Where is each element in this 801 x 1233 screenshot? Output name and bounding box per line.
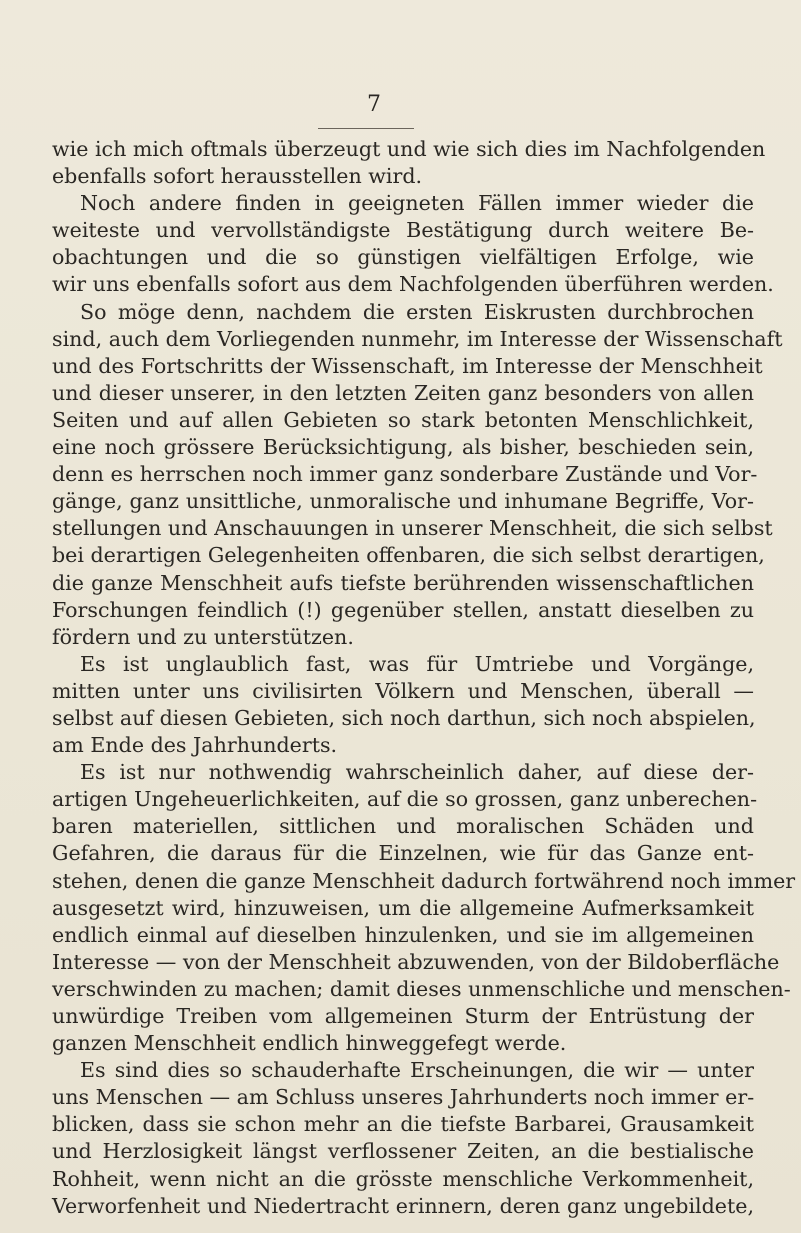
text-line: bei derartigen Gelegenheiten offenbaren, die sich selbst derartigen,	[52, 543, 765, 568]
text-line: Seiten und auf allen Gebieten so stark betonten Menschlichkeit,	[52, 407, 754, 432]
text-line: verschwinden zu machen; damit dieses unmenschliche und menschen-	[52, 976, 791, 1001]
text-line: Noch andere finden in geeigneten Fällen immer wieder die	[80, 191, 754, 216]
text-line: am Ende des Jahrhunderts.	[52, 733, 338, 758]
page-number-rule	[318, 128, 414, 129]
text-line: und des Fortschritts der Wissenschaft, im Interesse der Menschheit	[52, 353, 763, 378]
text-line: So möge denn, nachdem die ersten Eiskrusten durchbrochen	[80, 299, 754, 324]
text-line: uns Menschen — am Schluss unseres Jahrhunderts noch immer er-	[52, 1085, 755, 1110]
text-line: gänge, ganz unsittliche, unmoralische und inhumane Begriffe, Vor-	[52, 489, 754, 514]
text-line: ebenfalls sofort herausstellen wird.	[52, 164, 423, 189]
text-line: Es sind dies so schauderhafte Erscheinungen, die wir — unter	[80, 1058, 754, 1083]
text-line: ausgesetzt wird, hinzuweisen, um die allgemeine Aufmerksamkeit	[52, 895, 754, 920]
text-line: mitten unter uns civilisirten Völkern und Menschen, überall —	[52, 678, 754, 703]
text-line: ganzen Menschheit endlich hinweggefegt werde.	[52, 1031, 567, 1056]
text-line: Es ist nur nothwendig wahrscheinlich daher, auf diese der-	[80, 760, 754, 785]
text-line: stehen, denen die ganze Menschheit dadurch fortwährend noch immer	[52, 868, 796, 893]
page-number: 7	[367, 92, 381, 117]
text-line: blicken, dass sie schon mehr an die tiefste Barbarei, Grausamkeit	[52, 1112, 754, 1137]
text-line: stellungen und Anschauungen in unserer Menschheit, die sich selbst	[52, 516, 773, 541]
text-line: wir uns ebenfalls sofort aus dem Nachfolgenden überführen werden.	[52, 272, 774, 297]
text-line: die ganze Menschheit aufs tiefste berührenden wissenschaftlichen	[52, 570, 754, 595]
text-line: Verworfenheit und Niedertracht erinnern, deren ganz ungebildete,	[52, 1193, 754, 1218]
text-line: selbst auf diesen Gebieten, sich noch darthun, sich noch abspielen,	[52, 705, 756, 730]
text-line: sind, auch dem Vorliegenden nunmehr, im Interesse der Wissenschaft	[52, 326, 783, 351]
text-line: baren materiellen, sittlichen und moralischen Schäden und	[52, 814, 754, 839]
text-line: Rohheit, wenn nicht an die grösste menschliche Verkommenheit,	[52, 1166, 754, 1191]
text-line: artigen Ungeheuerlichkeiten, auf die so grossen, ganz unberechen-	[52, 787, 758, 812]
text-line: weiteste und vervollständigste Bestätigung durch weitere Be-	[52, 218, 754, 243]
text-line: obachtungen und die so günstigen vielfältigen Erfolge, wie	[52, 245, 754, 270]
text-line: wie ich mich oftmals überzeugt und wie sich dies im Nachfolgenden	[52, 137, 766, 161]
text-line: Forschungen feindlich (!) gegenüber stellen, anstatt dieselben zu	[52, 597, 754, 622]
text-line: endlich einmal auf dieselben hinzulenken, und sie im allgemeinen	[52, 922, 754, 947]
text-line: Interesse — von der Menschheit abzuwenden, von der Bildoberfläche	[52, 949, 780, 974]
body-text	[52, 136, 796, 1220]
text-line: Es ist unglaublich fast, was für Umtriebe und Vorgänge,	[80, 651, 754, 676]
text-line: fördern und zu unterstützen.	[52, 624, 354, 649]
text-line: Gefahren, die daraus für die Einzelnen, wie für das Ganze ent-	[52, 841, 754, 866]
text-line: eine noch grössere Berücksichtigung, als bisher, beschieden sein,	[52, 435, 754, 460]
text-line: und Herzlosigkeit längst verflossener Zeiten, an die bestialische	[52, 1139, 754, 1164]
text-line: denn es herrschen noch immer ganz sonderbare Zustände und Vor-	[52, 462, 758, 487]
text-line: und dieser unserer, in den letzten Zeiten ganz besonders von allen	[52, 380, 754, 405]
text-line: unwürdige Treiben vom allgemeinen Sturm der Entrüstung der	[52, 1004, 754, 1028]
